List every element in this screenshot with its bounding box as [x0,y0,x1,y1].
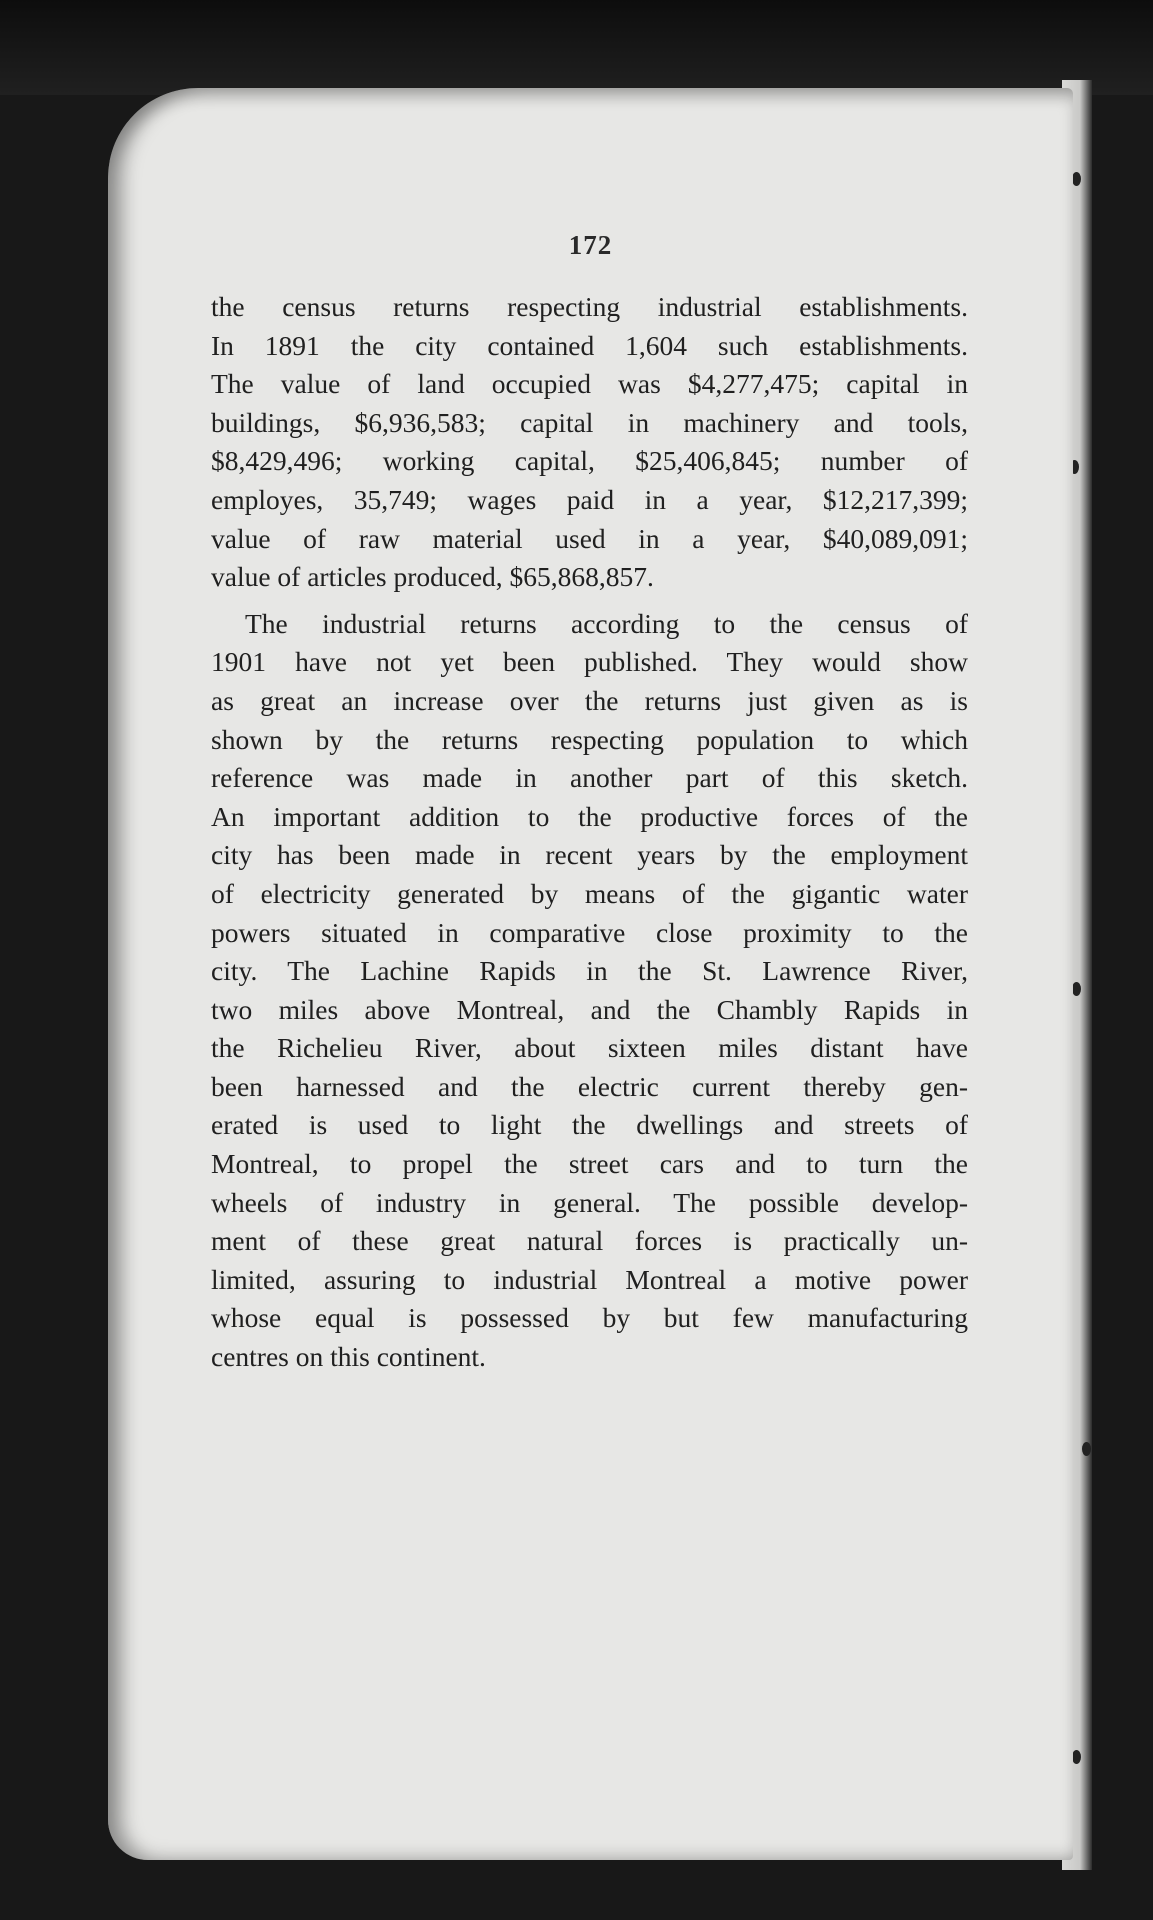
text-line: city has been made in recent years by the employment [211,839,968,871]
text-line: city. The Lachine Rapids in the St. Lawrence River, [211,955,968,987]
text-line: wheels of industry in general. The possible develop- [211,1186,968,1218]
text-line: buildings, $6,936,583; capital in machinery and tools, [211,406,968,438]
text-line: 1901 have not yet been published. They would show [211,646,968,678]
text-line: In 1891 the city contained 1,604 such establishments. [211,329,968,361]
text-line: shown by the returns respecting population to which [211,723,968,755]
text-line: erated is used to light the dwellings and streets of [211,1109,968,1141]
body-text [211,288,968,1377]
paragraph-1 [211,288,968,597]
text-line: value of articles produced, $65,868,857. [211,561,654,593]
text-line: of electricity generated by means of the gigantic water [211,877,968,909]
scan-top-dark-border [0,0,1153,95]
text-line: been harnessed and the electric current thereby gen- [211,1070,968,1102]
binding-stitch-mark [1072,172,1081,186]
text-line: $8,429,496; working capital, $25,406,845; number of [211,445,968,477]
binding-stitch-mark [1082,1442,1091,1456]
text-line: reference was made in another part of this sketch. [211,762,968,794]
text-line: ment of these great natural forces is practically un- [211,1225,968,1257]
page-number: 172 [568,230,613,260]
text-line: two miles above Montreal, and the Chambly Rapids in [211,993,968,1025]
paragraph-spacer [211,597,968,605]
text-line: the Richelieu River, about sixteen miles distant have [211,1032,968,1064]
text-line: powers situated in comparative close proximity to the [211,916,968,948]
text-line: as great an increase over the returns just given as is [211,684,968,716]
text-line: The value of land occupied was $4,277,475; capital in [211,368,968,400]
book-page [108,88,1073,1860]
text-line: whose equal is possessed by but few manufacturing [211,1302,968,1334]
text-line: value of raw material used in a year, $40,089,091; [211,522,968,554]
text-line: An important addition to the productive forces of the [211,800,968,832]
text-line: limited, assuring to industrial Montreal a motive power [211,1263,968,1295]
binding-stitch-mark [1072,982,1081,996]
text-line: centres on this continent. [211,1341,486,1373]
text-line: Montreal, to propel the street cars and to turn the [211,1148,968,1180]
paragraph-2 [211,605,968,1377]
binding-stitch-mark [1072,1750,1081,1764]
text-line: employes, 35,749; wages paid in a year, $12,217,399; [211,483,968,515]
text-line: the census returns respecting industrial establishments. [211,291,968,322]
text-line: The industrial returns according to the census of [245,607,968,639]
